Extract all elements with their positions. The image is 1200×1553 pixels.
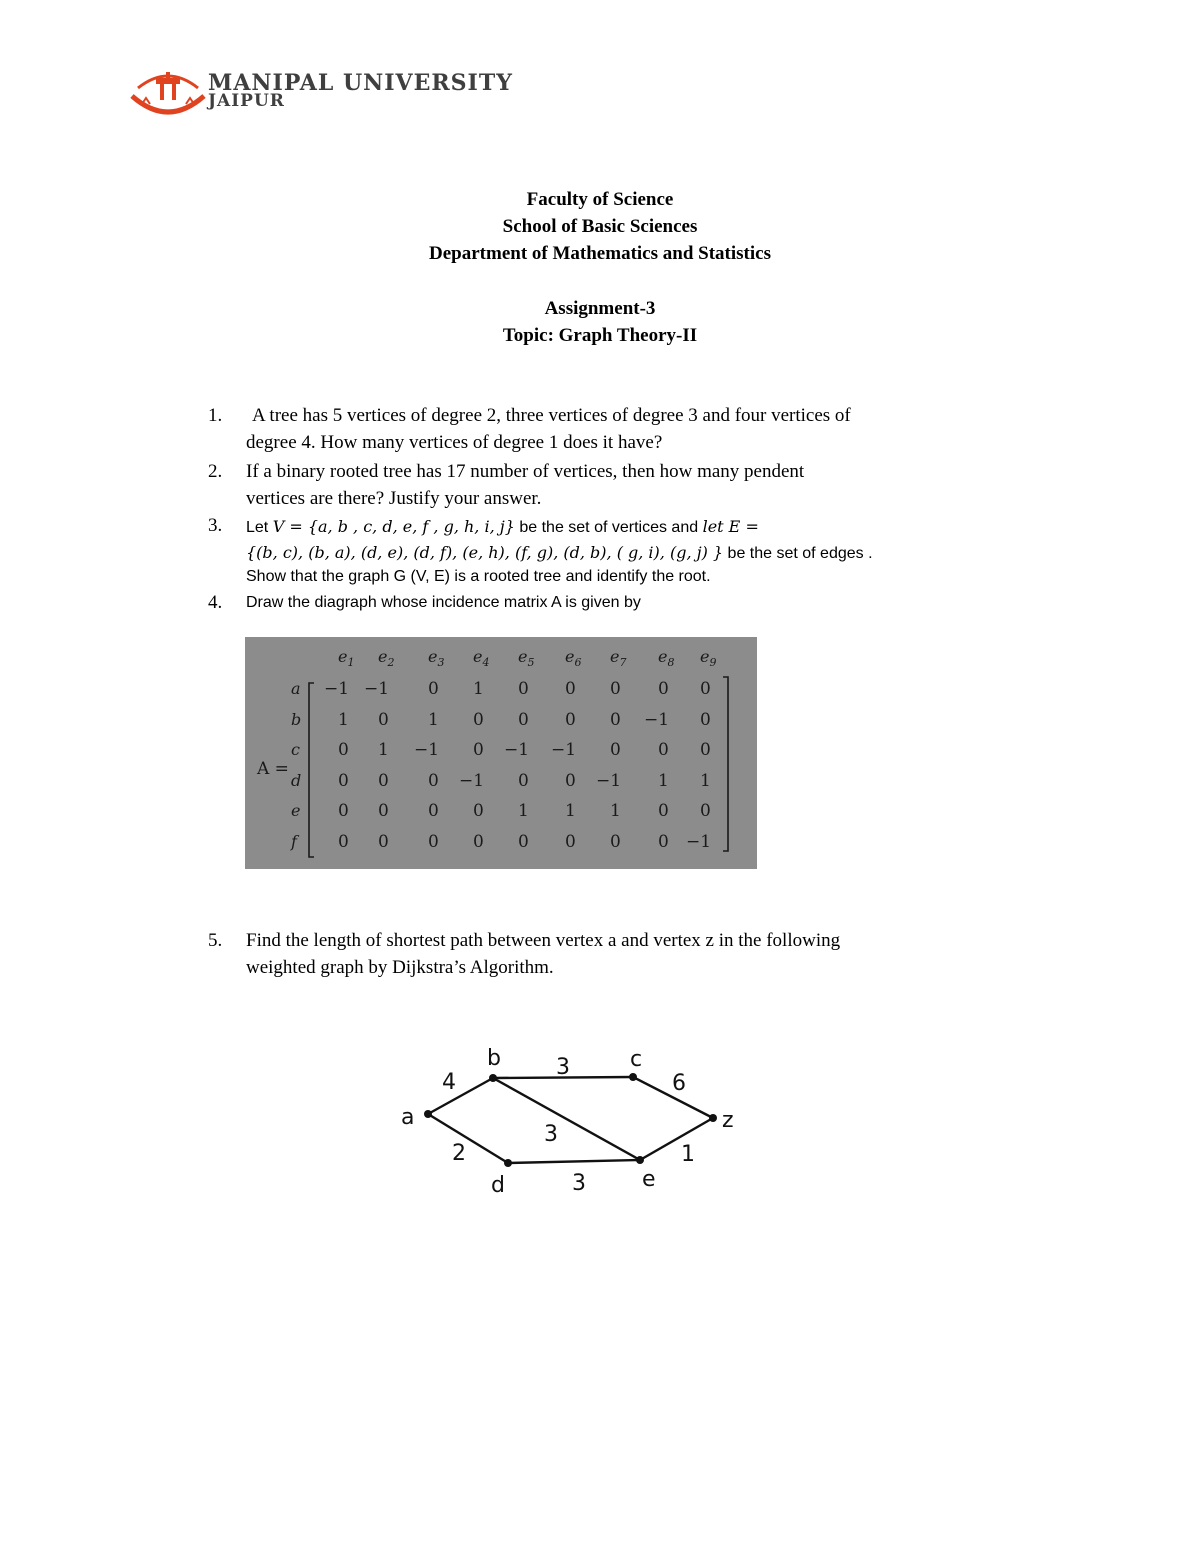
edge-set: {(b, c), (b, a), (d, e), (d, f), (e, h), (f, g), (d, b), ( g, i), (g, j) } xyxy=(246,543,724,562)
matrix-cell: 0 xyxy=(565,709,576,730)
matrix-cell: 1 xyxy=(700,770,711,791)
edge-e-z xyxy=(640,1118,713,1160)
vertex-b xyxy=(489,1074,497,1082)
matrix-column-header: $e_5$ xyxy=(518,647,535,670)
vertex-z xyxy=(709,1114,717,1122)
question-3-line-2 xyxy=(246,543,873,563)
matrix-cell: −1 xyxy=(414,740,440,760)
edge-weight-a-b: 4 xyxy=(442,1070,456,1095)
matrix-row-label: a xyxy=(291,679,301,698)
incidence-matrix-image xyxy=(245,637,757,869)
edge-weight-d-e: 3 xyxy=(572,1171,586,1196)
matrix-cell: 0 xyxy=(700,679,711,699)
vertex-d xyxy=(504,1159,512,1167)
matrix-column-header: $e_1$ xyxy=(338,647,355,670)
edge-weight-b-c: 3 xyxy=(556,1055,570,1080)
matrix-cell: 0 xyxy=(700,740,711,760)
vertex-label-e: e xyxy=(642,1167,656,1192)
matrix-cell: 0 xyxy=(518,709,529,730)
matrix-cell: 0 xyxy=(338,831,349,852)
matrix-cell: 0 xyxy=(473,831,484,852)
matrix-cell: 0 xyxy=(378,801,389,821)
vertex-label-c: c xyxy=(630,1047,643,1072)
vertex-label-b: b xyxy=(487,1046,501,1071)
question-5-line-2: weighted graph by Dijkstra’s Algorithm. xyxy=(246,957,554,978)
matrix-column-header: $e_2$ xyxy=(378,647,395,670)
assignment-title: Assignment-3 xyxy=(544,298,656,319)
matrix-cell: 1 xyxy=(428,709,439,730)
matrix-left-bracket xyxy=(305,681,315,859)
matrix-column-header: $e_7$ xyxy=(610,647,627,670)
question-3-text: be the set of vertices and xyxy=(514,519,703,536)
edge-d-e xyxy=(508,1160,640,1163)
matrix-cell: 0 xyxy=(610,740,621,760)
matrix-cell: 0 xyxy=(473,740,484,760)
matrix-cell: 1 xyxy=(338,709,349,730)
matrix-cell: 0 xyxy=(518,831,529,852)
question-5-line-1: Find the length of shortest path between vertex a and vertex z in the following xyxy=(246,930,841,951)
logo-university-name: MANIPAL UNIVERSITY xyxy=(208,70,513,96)
matrix-cell: 0 xyxy=(700,801,711,821)
matrix-cell: −1 xyxy=(551,740,577,760)
matrix-cell: −1 xyxy=(596,770,622,791)
matrix-cell: 1 xyxy=(610,801,621,821)
matrix-cell: 0 xyxy=(610,831,621,852)
matrix-cell: 0 xyxy=(518,679,529,699)
matrix-cell: 0 xyxy=(565,831,576,852)
matrix-cell: 0 xyxy=(428,770,439,791)
matrix-cell: 0 xyxy=(518,770,529,791)
department-title: Department of Mathematics and Statistics xyxy=(429,243,771,264)
question-1-number: 1. xyxy=(208,405,223,426)
matrix-cell: −1 xyxy=(324,679,350,699)
matrix-cell: 0 xyxy=(428,679,439,699)
matrix-cell: 1 xyxy=(378,740,389,760)
vertex-label-d: d xyxy=(491,1173,505,1198)
matrix-cell: 0 xyxy=(378,770,389,791)
matrix-cell: 0 xyxy=(428,801,439,821)
matrix-cell: 0 xyxy=(658,679,669,699)
matrix-cell: 1 xyxy=(473,679,484,699)
matrix-cell: 0 xyxy=(565,770,576,791)
matrix-cell: 0 xyxy=(658,831,669,852)
edge-weight-e-z: 1 xyxy=(681,1142,695,1167)
faculty-title: Faculty of Science xyxy=(526,189,674,210)
matrix-cell: 0 xyxy=(338,770,349,791)
matrix-column-header: $e_3$ xyxy=(428,647,445,670)
matrix-cell: 0 xyxy=(338,801,349,821)
weighted-graph xyxy=(390,1020,770,1210)
edge-a-d xyxy=(428,1114,508,1163)
vertex-set: V = {a, b , c, d, e, f , g, h, i, j} xyxy=(272,517,515,536)
matrix-right-bracket xyxy=(722,675,732,853)
matrix-row-label: f xyxy=(291,831,297,851)
matrix-column-header: $e_6$ xyxy=(565,647,582,670)
question-3-text: Let xyxy=(246,519,273,536)
matrix-row-label: b xyxy=(291,709,302,729)
question-3-line-1 xyxy=(246,517,759,537)
question-2-line-1: If a binary rooted tree has 17 number of vertices, then how many pendent xyxy=(246,461,805,482)
edge-weight-a-d: 2 xyxy=(452,1141,466,1166)
matrix-cell: 0 xyxy=(610,709,621,730)
matrix-cell: 0 xyxy=(658,801,669,821)
matrix-cell: −1 xyxy=(364,679,390,699)
vertex-a xyxy=(424,1110,432,1118)
question-4-number: 4. xyxy=(208,592,223,613)
matrix-cell: −1 xyxy=(686,831,712,852)
question-3-number: 3. xyxy=(208,515,223,536)
university-emblem-icon xyxy=(128,66,208,122)
question-4-line-1: Draw the diagraph whose incidence matrix A is given by xyxy=(246,594,641,611)
question-3-text: be the set of edges . xyxy=(723,545,873,562)
matrix-label: A = xyxy=(257,759,289,779)
logo-campus-name: JAIPUR xyxy=(208,91,285,111)
topic-title: Topic: Graph Theory-II xyxy=(502,325,698,346)
matrix-row-label: d xyxy=(291,770,302,790)
matrix-cell: 0 xyxy=(428,831,439,852)
edge-weight-b-e: 3 xyxy=(544,1122,558,1147)
matrix-column-header: $e_4$ xyxy=(473,647,490,670)
edge-weight-c-z: 6 xyxy=(672,1071,686,1096)
matrix-cell: 0 xyxy=(610,679,621,699)
vertex-label-a: a xyxy=(401,1105,415,1130)
matrix-cell: 0 xyxy=(658,740,669,760)
question-1-line-1: A tree has 5 vertices of degree 2, three vertices of degree 3 and four vertices of xyxy=(252,405,851,426)
vertex-c xyxy=(629,1073,637,1081)
edge-a-b xyxy=(428,1078,493,1114)
question-1-line-2: degree 4. How many vertices of degree 1 does it have? xyxy=(246,432,663,453)
matrix-column-header: $e_9$ xyxy=(700,647,717,670)
matrix-cell: −1 xyxy=(459,770,485,791)
school-title: School of Basic Sciences xyxy=(502,216,698,237)
question-5-number: 5. xyxy=(208,930,223,951)
matrix-cell: 0 xyxy=(338,740,349,760)
matrix-row-label: c xyxy=(291,740,300,759)
matrix-cell: 0 xyxy=(473,801,484,821)
question-2-number: 2. xyxy=(208,461,223,482)
matrix-cell: 0 xyxy=(700,709,711,730)
matrix-cell: 1 xyxy=(518,801,529,821)
matrix-cell: 0 xyxy=(473,709,484,730)
matrix-cell: 0 xyxy=(378,709,389,730)
matrix-cell: 0 xyxy=(378,831,389,852)
matrix-row-label: e xyxy=(291,801,301,820)
matrix-cell: 1 xyxy=(565,801,576,821)
matrix-cell: −1 xyxy=(644,709,670,730)
matrix-cell: 1 xyxy=(658,770,669,791)
question-3-line-3: Show that the graph G (V, E) is a rooted tree and identify the root. xyxy=(246,568,711,585)
edge-b-e xyxy=(493,1078,640,1160)
edge-set-label: let E = xyxy=(702,517,759,536)
vertex-e xyxy=(636,1156,644,1164)
matrix-cell: −1 xyxy=(504,740,530,760)
vertex-label-z: z xyxy=(722,1108,734,1133)
question-2-line-2: vertices are there? Justify your answer. xyxy=(246,488,542,509)
matrix-cell: 0 xyxy=(565,679,576,699)
matrix-column-header: $e_8$ xyxy=(658,647,675,670)
